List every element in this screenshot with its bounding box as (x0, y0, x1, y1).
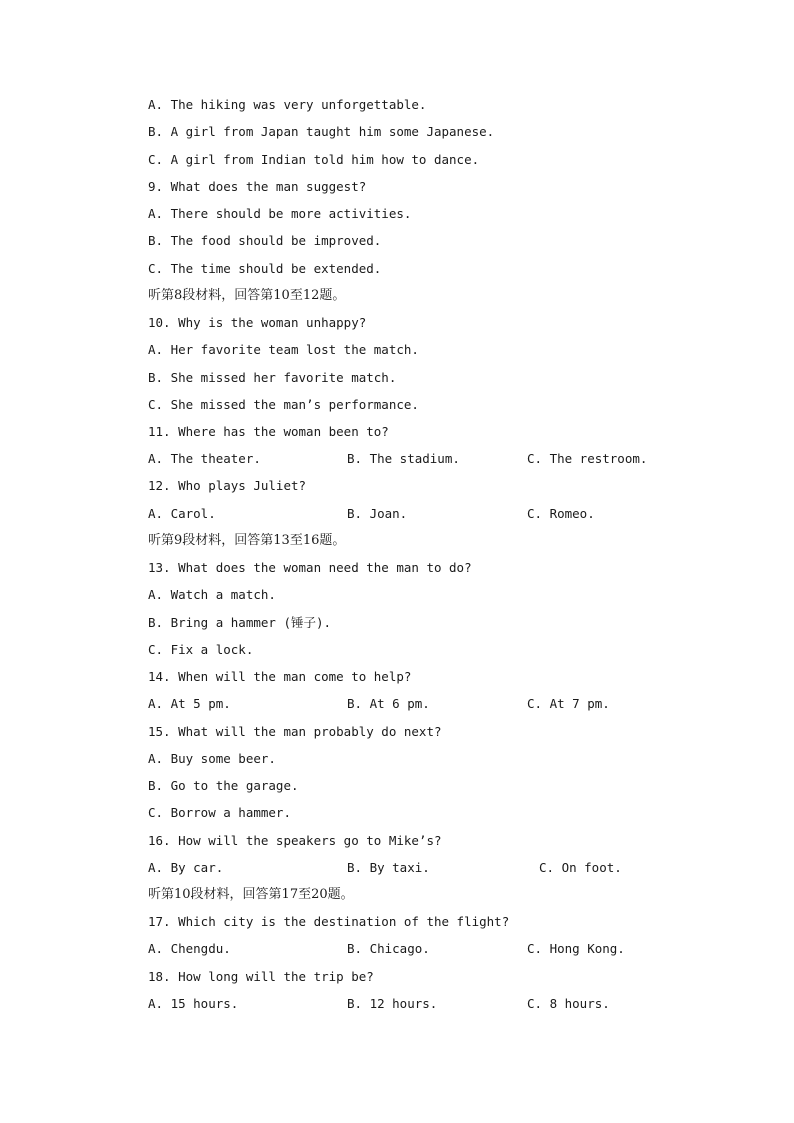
option-a: A. By car. (148, 860, 224, 875)
option-c: C. At 7 pm. (527, 696, 610, 711)
question-14: 14. When will the man come to help? (148, 669, 412, 684)
option-a: A. 15 hours. (148, 996, 239, 1011)
question-13: 13. What does the woman need the man to do? (148, 560, 472, 575)
question-12: 12. Who plays Juliet? (148, 478, 307, 493)
section-heading-10: 听第10段材料，回答第17至20题。 (148, 887, 354, 902)
option-line: B. Bring a hammer (锤子). (148, 615, 332, 630)
question-15: 15. What will the man probably do next? (148, 724, 442, 739)
question-16: 16. How will the speakers go to Mike’s? (148, 833, 442, 848)
option-line: A. Buy some beer. (148, 751, 276, 766)
option-b: B. The stadium. (347, 451, 460, 466)
option-line: C. She missed the man’s performance. (148, 397, 419, 412)
option-b: B. 12 hours. (347, 996, 438, 1011)
option-b: B. At 6 pm. (347, 696, 430, 711)
option-line: A. The hiking was very unforgettable. (148, 97, 427, 112)
question-11: 11. Where has the woman been to? (148, 424, 389, 439)
option-c: C. Hong Kong. (527, 941, 625, 956)
section-heading-9: 听第9段材料，回答第13至16题。 (148, 533, 346, 548)
question-9: 9. What does the man suggest? (148, 179, 367, 194)
option-line: B. Go to the garage. (148, 778, 299, 793)
option-line: B. The food should be improved. (148, 233, 382, 248)
option-c: C. The restroom. (527, 451, 648, 466)
option-a: A. Carol. (148, 506, 216, 521)
option-line: B. She missed her favorite match. (148, 370, 397, 385)
option-line: C. Borrow a hammer. (148, 805, 291, 820)
option-b: B. Chicago. (347, 941, 430, 956)
option-line: A. Watch a match. (148, 587, 276, 602)
option-line: B. A girl from Japan taught him some Japanese. (148, 124, 495, 139)
option-line: A. Her favorite team lost the match. (148, 342, 419, 357)
option-line: C. The time should be extended. (148, 261, 382, 276)
option-c: C. On foot. (539, 860, 622, 875)
question-18: 18. How long will the trip be? (148, 969, 374, 984)
option-a: A. Chengdu. (148, 941, 231, 956)
option-a: A. At 5 pm. (148, 696, 231, 711)
option-a: A. The theater. (148, 451, 261, 466)
option-b: B. By taxi. (347, 860, 430, 875)
option-line: C. A girl from Indian told him how to dance. (148, 152, 480, 167)
option-b: B. Joan. (347, 506, 408, 521)
option-c: C. 8 hours. (527, 996, 610, 1011)
option-c: C. Romeo. (527, 506, 595, 521)
option-line: C. Fix a lock. (148, 642, 254, 657)
option-line: A. There should be more activities. (148, 206, 412, 221)
section-heading-8: 听第8段材料，回答第10至12题。 (148, 288, 346, 303)
question-17: 17. Which city is the destination of the flight? (148, 914, 510, 929)
question-10: 10. Why is the woman unhappy? (148, 315, 367, 330)
